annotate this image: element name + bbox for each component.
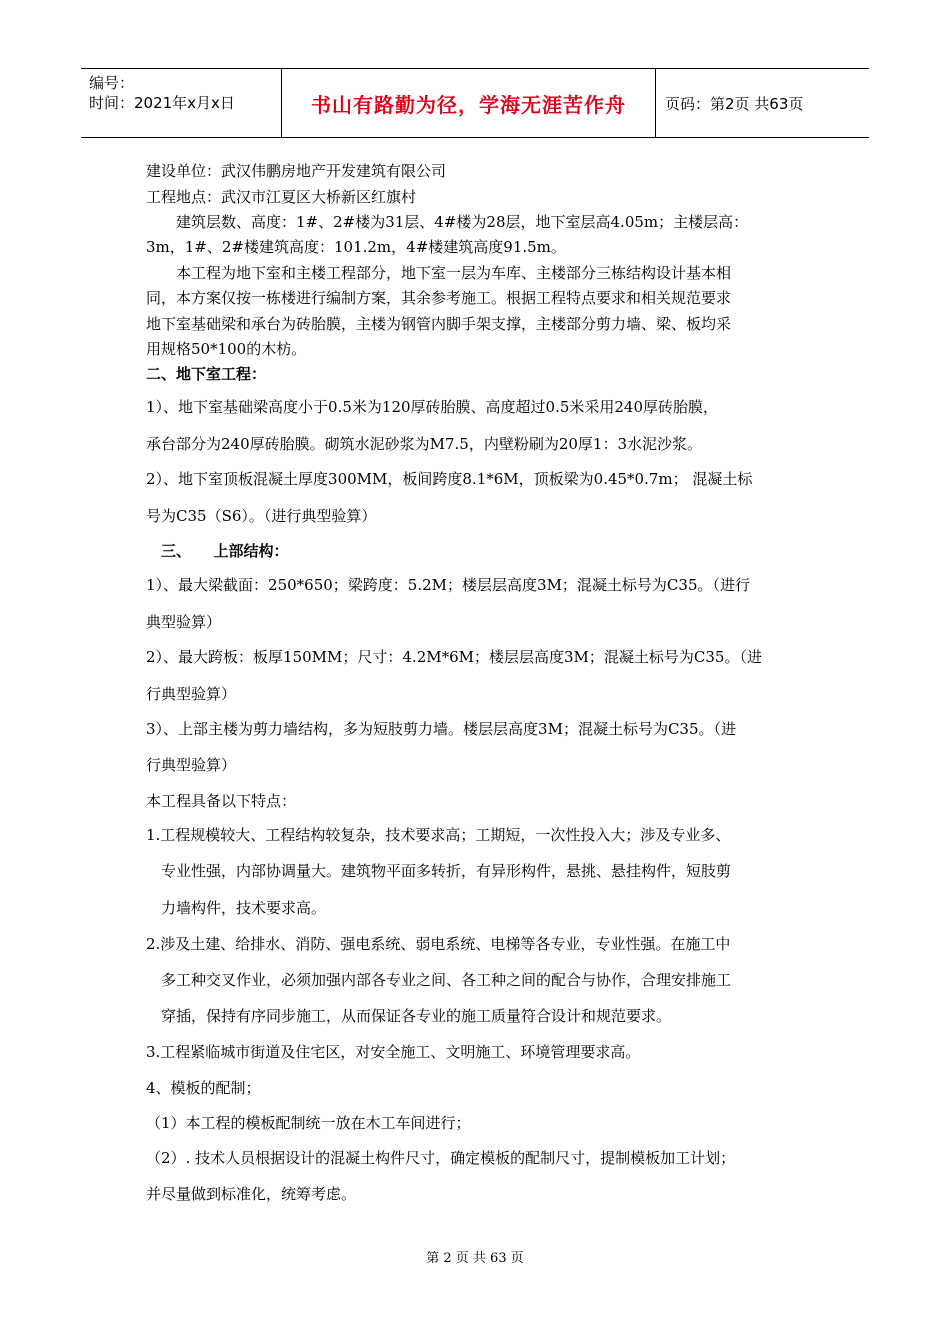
page-footer xyxy=(0,1247,950,1266)
text-line: 行典型验算） xyxy=(146,756,237,774)
text-line: 4、模板的配制； xyxy=(146,1079,261,1097)
header-motto: 书山有路勤为径，学海无涯苦作舟 xyxy=(311,92,626,117)
text-line: 典型验算） xyxy=(146,613,222,631)
text-line: 2）、最大跨板：板厚150MM；尺寸：4.2M*6M；楼层层高度3M；混凝土标号为C35。（进 xyxy=(146,648,762,666)
text-line: 工程地点：武汉市江夏区大桥新区红旗村 xyxy=(146,188,417,206)
date-label: 时间：2021年x月x日 xyxy=(89,94,235,112)
code-label: 编号： xyxy=(89,74,135,92)
header-divider xyxy=(655,69,656,137)
text-line: 本工程具备以下特点： xyxy=(146,792,297,810)
text-line: 1）、地下室基础梁高度小于0.5米为120厚砖胎膜、高度超过0.5米采用240厚砖胎膜， xyxy=(146,398,719,416)
text-line: 1.工程规模较大、工程结构较复杂，技术要求高；工期短，一次性投入大；涉及专业多、 xyxy=(146,826,731,844)
text-line: 并尽量做到标准化，统筹考虑。 xyxy=(146,1185,357,1203)
text-line: 地下室基础梁和承台为砖胎膜，主楼为钢管内脚手架支撑，主楼部分剪力墙、梁、板均采 xyxy=(146,315,732,333)
text-line: 建设单位：武汉伟鹏房地产开发建筑有限公司 xyxy=(146,162,447,180)
text-line: 号为C35（S6）。（进行典型验算） xyxy=(146,507,377,525)
section-heading: 二、地下室工程： xyxy=(146,365,267,383)
page-header xyxy=(81,68,869,138)
text-line: 同，本方案仅按一栋楼进行编制方案，其余参考施工。根据工程特点要求和相关规范要求 xyxy=(146,289,732,307)
footer-page-number: 第 2 页 共 63 页 xyxy=(426,1251,524,1266)
text-line: （2）. 技术人员根据设计的混凝土构件尺寸，确定模板的配制尺寸，提制模板加工计划； xyxy=(146,1149,736,1167)
text-line: 2.涉及土建、给排水、消防、强电系统、弱电系统、电梯等各专业，专业性强。在施工中 xyxy=(146,935,731,953)
text-line: 本工程为地下室和主楼工程部分，地下室一层为车库、主楼部分三栋结构设计基本相 xyxy=(146,264,732,282)
text-line: 穿插，保持有序同步施工，从而保证各专业的施工质量符合设计和规范要求。 xyxy=(146,1007,672,1025)
text-line: 2）、地下室顶板混凝土厚度300MM，板间跨度8.1*6M，顶板梁为0.45*0.7m； 混凝土标 xyxy=(146,470,753,488)
text-line: 多工种交叉作业，必须加强内部各专业之间、各工种之间的配合与协作，合理安排施工 xyxy=(146,971,732,989)
text-line: 3m，1#、2#楼建筑高度：101.2m，4#楼建筑高度91.5m。 xyxy=(146,238,566,256)
header-meta xyxy=(89,73,235,113)
header-page-info: 页码：第2页 共63页 xyxy=(665,94,804,113)
text-line: 建筑层数、高度：1#、2#楼为31层、4#楼为28层，地下室层高4.05m；主楼层高： xyxy=(146,213,749,231)
text-line: 1）、最大梁截面：250*650；梁跨度：5.2M；楼层层高度3M；混凝土标号为C35。（进行 xyxy=(146,576,750,594)
text-line: 承台部分为240厚砖胎膜。砌筑水泥砂浆为M7.5，内壁粉刷为20厚1：3水泥沙浆。 xyxy=(146,435,703,453)
text-line: 行典型验算） xyxy=(146,685,237,703)
text-line: 专业性强，内部协调量大。建筑物平面多转折，有异形构件，悬挑、悬挂构件，短肢剪 xyxy=(146,862,732,880)
text-line: 用规格50*100的木枋。 xyxy=(146,340,307,358)
text-line: 3）、上部主楼为剪力墙结构，多为短肢剪力墙。楼层层高度3M；混凝土标号为C35。（进 xyxy=(146,720,737,738)
section-heading: 三、 上部结构： xyxy=(146,542,289,560)
text-line: （1）本工程的模板配制统一放在木工车间进行； xyxy=(146,1114,471,1132)
text-line: 力墙构件，技术要求高。 xyxy=(146,899,327,917)
text-line: 3.工程紧临城市街道及住宅区，对安全施工、文明施工、环境管理要求高。 xyxy=(146,1043,641,1061)
